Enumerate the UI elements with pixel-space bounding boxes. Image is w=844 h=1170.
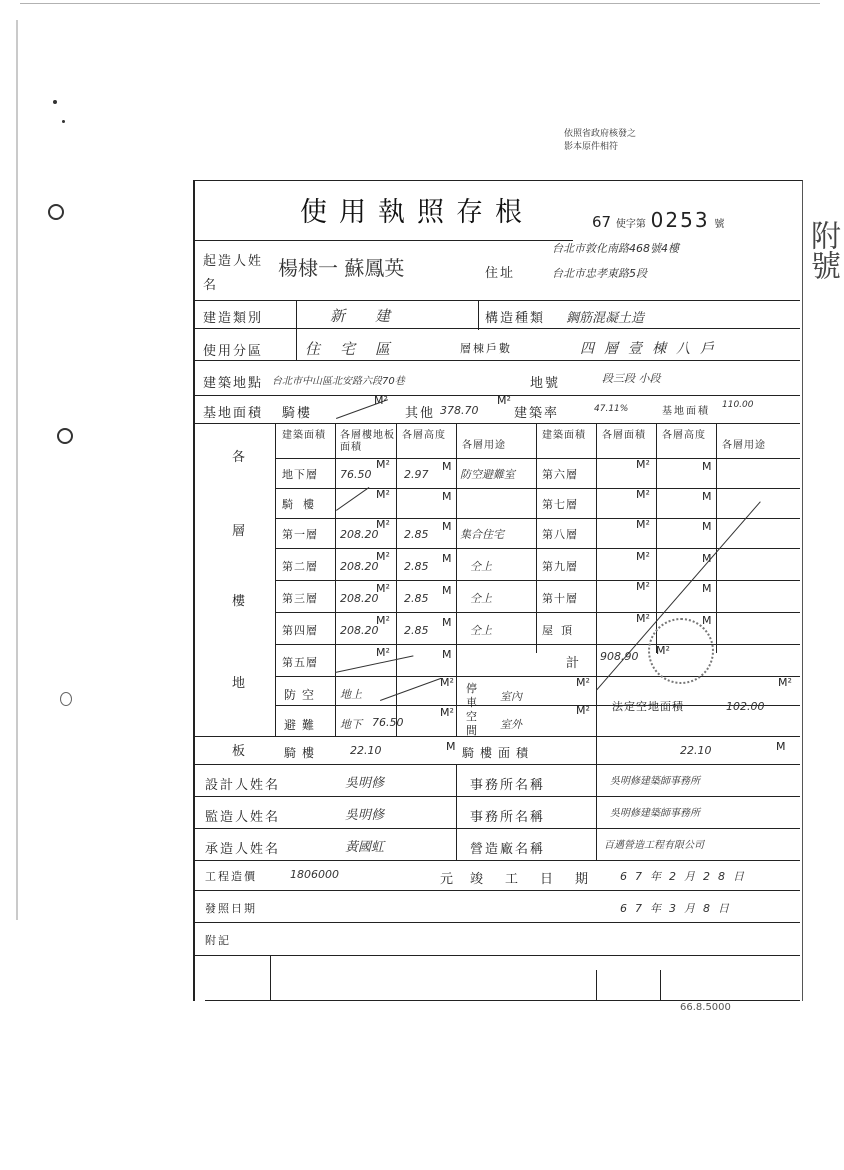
unit-m2: M² xyxy=(636,580,650,593)
doc-no: 0253 xyxy=(650,208,710,232)
floor-name: 第七層 xyxy=(542,498,578,511)
land-label: 地號 xyxy=(530,376,561,391)
issue-value: 67年3月8日 xyxy=(620,902,737,915)
col-header: 各層高度 xyxy=(662,430,706,441)
row-rule xyxy=(193,828,800,829)
floor-area: 208.20 xyxy=(340,528,379,541)
col-rule xyxy=(296,300,297,360)
floor-height: 2.85 xyxy=(404,528,429,541)
struct-value: 鋼筋混凝土造 xyxy=(566,311,645,326)
col-rule xyxy=(396,423,397,736)
doc-suffix: 號 xyxy=(714,219,725,230)
site-label: 建築地點 xyxy=(203,376,264,391)
row-rule xyxy=(193,300,800,301)
floor-area: 208.20 xyxy=(340,560,379,573)
col-header: 各層用途 xyxy=(722,440,766,451)
scan-edge-left xyxy=(16,20,18,920)
unit-m: M xyxy=(442,552,452,565)
unit-m: M xyxy=(442,520,452,533)
row-rule xyxy=(193,328,800,329)
unit-m2: M² xyxy=(376,488,390,501)
cost-unit: 元 xyxy=(440,872,456,887)
row-rule xyxy=(275,518,800,519)
unit-m2: M² xyxy=(656,644,670,657)
col-rule xyxy=(275,423,276,736)
side-label: 騎樓面積 xyxy=(462,746,535,760)
row-rule xyxy=(193,423,800,424)
margin-char: 各 xyxy=(232,450,248,465)
row-rule xyxy=(193,860,800,861)
coverage-value: 47.11% xyxy=(594,404,629,414)
unit-m: M xyxy=(702,552,712,565)
basement2-value: 76.50 xyxy=(372,716,404,729)
floor-name: 第五層 xyxy=(282,656,318,669)
floor-name: 地下層 xyxy=(282,468,318,481)
supervisor-firm-label: 事務所名稱 xyxy=(470,810,546,825)
stamp-line-2: 影本原件相符 xyxy=(564,142,619,152)
floor-use: 集合住宅 xyxy=(460,528,504,541)
unit-m2: M² xyxy=(636,612,650,625)
col-rule xyxy=(478,300,479,330)
punch-hole xyxy=(48,204,64,220)
contractor-firm-label: 營造廠名稱 xyxy=(470,842,546,857)
unit-m2: M² xyxy=(576,704,590,717)
row-rule xyxy=(193,736,800,737)
note-label: 附記 xyxy=(205,934,231,947)
unit-m: M xyxy=(702,460,712,473)
parking-label: 停車空間 xyxy=(466,682,477,737)
floor-name: 第四層 xyxy=(282,624,318,637)
unit-m: M xyxy=(446,740,456,753)
col-header: 建築面積 xyxy=(542,430,586,441)
floor-area: 208.20 xyxy=(340,624,379,637)
basement-sub: 地上 xyxy=(340,688,362,701)
area-label: 基地面積 xyxy=(203,406,264,421)
col-rule xyxy=(335,423,336,736)
row-rule xyxy=(193,890,800,891)
unit-m2: M² xyxy=(636,518,650,531)
floor-name: 騎樓 xyxy=(282,498,324,511)
struct-label: 構造種類 xyxy=(485,311,546,326)
row-rule xyxy=(275,644,800,645)
doc-year: 67 xyxy=(592,213,612,231)
yard-label: 騎樓 xyxy=(284,746,321,760)
floor-use: 防空避難室 xyxy=(460,468,515,481)
open-space-label: 法定空地面積 xyxy=(612,700,684,713)
unit-m2: M² xyxy=(376,518,390,531)
floor-height: 2.85 xyxy=(404,592,429,605)
col-rule xyxy=(596,970,597,1000)
unit-m2: M² xyxy=(778,676,792,689)
col-rule xyxy=(596,764,597,860)
margin-char: 層 xyxy=(232,524,248,539)
designer-firm-label: 事務所名稱 xyxy=(470,778,546,793)
row-rule xyxy=(193,764,800,765)
area-other-value: 378.70 xyxy=(440,404,479,417)
floor-area: 208.20 xyxy=(340,592,379,605)
floor-name: 第三層 xyxy=(282,592,318,605)
floor-use: 仝上 xyxy=(470,624,492,637)
row-rule xyxy=(275,612,800,613)
basement2-sub: 地下 xyxy=(340,718,362,731)
header-stamp xyxy=(564,128,636,154)
issue-label: 發照日期 xyxy=(205,902,257,915)
official-seal xyxy=(648,618,714,684)
unit-m: M xyxy=(442,584,452,597)
col-header: 各層樓地板面積 xyxy=(340,430,395,453)
row-rule xyxy=(275,488,800,489)
unit-m2: M² xyxy=(376,458,390,471)
unit-m2: M² xyxy=(636,550,650,563)
row-rule xyxy=(193,796,800,797)
designer-value: 吳明修 xyxy=(345,776,385,791)
address-value-2: 台北市忠孝東路5段 xyxy=(552,267,647,280)
margin-char: 板 xyxy=(232,744,248,759)
area-sub-1: 騎樓 xyxy=(282,406,313,421)
floor-name: 屋頂 xyxy=(542,624,580,637)
floor-name: 第六層 xyxy=(542,468,578,481)
yard-value: 22.10 xyxy=(350,744,382,757)
floor-height: 2.85 xyxy=(404,560,429,573)
use-value: 住宅區 xyxy=(305,340,411,358)
area-sub-2: 其他 xyxy=(405,406,436,421)
unit-m2: M² xyxy=(376,646,390,659)
row-rule xyxy=(275,458,800,459)
col-rule xyxy=(596,423,597,768)
supervisor-label: 監造人姓名 xyxy=(205,810,281,825)
area-unit: M² xyxy=(374,394,388,407)
right-margin-text: 附號 xyxy=(805,220,840,280)
unit-m2: M² xyxy=(376,582,390,595)
floor-use: 仝上 xyxy=(470,592,492,605)
site-area-value: 110.00 xyxy=(722,400,754,410)
punch-hole xyxy=(60,692,72,706)
row-rule xyxy=(193,922,800,923)
designer-firm-value: 吳明修建築師事務所 xyxy=(610,776,700,787)
scan-speck xyxy=(53,100,57,104)
row-rule xyxy=(193,360,800,361)
builder-label: 起造人姓名 xyxy=(203,254,264,293)
col-rule xyxy=(456,764,457,860)
contractor-firm-value: 百邁營造工程有限公司 xyxy=(604,840,704,851)
floor-height: 2.97 xyxy=(404,468,429,481)
scan-edge-top xyxy=(20,3,820,4)
households-label: 層棟戶數 xyxy=(460,342,512,355)
floor-name: 第八層 xyxy=(542,528,578,541)
col-rule xyxy=(660,970,661,1000)
site-area-label: 基地面積 xyxy=(662,406,710,417)
basement-label: 防空 xyxy=(284,688,321,702)
floor-name: 第一層 xyxy=(282,528,318,541)
unit-m2: M² xyxy=(636,458,650,471)
contractor-label: 承造人姓名 xyxy=(205,842,281,857)
col-rule xyxy=(716,423,717,653)
address-label: 住址 xyxy=(485,266,516,281)
basement2-label: 避難 xyxy=(284,718,321,732)
row-rule xyxy=(193,240,573,241)
parking-value: 室內 xyxy=(500,690,522,703)
floors-section-label xyxy=(222,440,262,759)
side-value: 22.10 xyxy=(680,744,712,757)
unit-m: M xyxy=(776,740,786,753)
unit-m2: M² xyxy=(440,676,454,689)
complete-label: 竣工日期 xyxy=(470,872,611,887)
row-rule xyxy=(275,580,800,581)
designer-label: 設計人姓名 xyxy=(205,778,281,793)
unit-m2: M² xyxy=(376,614,390,627)
col-header: 各層面積 xyxy=(602,430,646,441)
margin-char: 樓 xyxy=(232,594,248,609)
col-header: 各層用途 xyxy=(462,440,506,451)
unit-m: M xyxy=(442,616,452,629)
scan-speck xyxy=(62,120,65,123)
open-space-value: 102.00 xyxy=(726,700,765,713)
contractor-value: 黃國虹 xyxy=(345,840,385,855)
page-title: 使用執照存根 xyxy=(300,197,534,228)
floor-name: 第二層 xyxy=(282,560,318,573)
col-rule xyxy=(536,423,537,653)
stamp-line-1: 依照省政府核發之 xyxy=(564,129,637,139)
type-value: 新建 xyxy=(330,307,421,325)
floor-area: 76.50 xyxy=(340,468,372,481)
complete-value: 67年2月28日 xyxy=(620,870,752,883)
land-value: 段三段 小段 xyxy=(602,372,661,385)
supervisor-value: 吳明修 xyxy=(345,808,385,823)
cost-value: 1806000 xyxy=(290,868,339,881)
row-rule xyxy=(205,1000,800,1001)
address-value-1: 台北市敦化南路468號4樓 xyxy=(552,242,679,255)
floor-name: 第十層 xyxy=(542,592,578,605)
site-value: 台北市中山區北安路六段70巷 xyxy=(272,376,405,387)
col-rule xyxy=(456,423,457,736)
doc-label: 使字第 xyxy=(615,219,646,230)
parking2-value: 室外 xyxy=(500,718,522,731)
col-rule xyxy=(270,955,271,1000)
floor-name: 第九層 xyxy=(542,560,578,573)
supervisor-firm-value: 吳明修建築師事務所 xyxy=(610,808,700,819)
col-header: 各層高度 xyxy=(402,430,446,441)
unit-m2: M² xyxy=(636,488,650,501)
coverage-label: 建築率 xyxy=(514,406,560,421)
row-rule xyxy=(275,548,800,549)
row-rule xyxy=(193,955,800,956)
floor-use: 仝上 xyxy=(470,560,492,573)
unit-m2: M² xyxy=(576,676,590,689)
area-unit: M² xyxy=(497,394,511,407)
unit-m2: M² xyxy=(376,550,390,563)
cost-label: 工程造價 xyxy=(205,870,257,883)
total-value: 908.90 xyxy=(600,650,639,663)
footer-code: 66.8.5000 xyxy=(680,1002,731,1013)
unit-m: M xyxy=(702,582,712,595)
floor-height: 2.85 xyxy=(404,624,429,637)
use-label: 使用分區 xyxy=(203,344,264,359)
punch-hole xyxy=(57,428,73,444)
unit-m: M xyxy=(702,490,712,503)
margin-char: 地 xyxy=(232,676,248,691)
unit-m: M xyxy=(442,460,452,473)
type-label: 建造類別 xyxy=(203,311,264,326)
unit-m: M xyxy=(442,648,452,661)
row-rule xyxy=(275,676,800,677)
total-label: 計 xyxy=(566,656,582,671)
unit-m2: M² xyxy=(440,706,454,719)
row-rule xyxy=(275,705,800,706)
unit-m: M xyxy=(442,490,452,503)
builder-value: 楊棣一 蘇鳳英 xyxy=(278,256,405,280)
unit-m: M xyxy=(702,520,712,533)
col-header: 建築面積 xyxy=(282,430,326,441)
households-value: 四層壹棟八戶 xyxy=(580,341,724,357)
unit-m: M xyxy=(702,614,712,627)
